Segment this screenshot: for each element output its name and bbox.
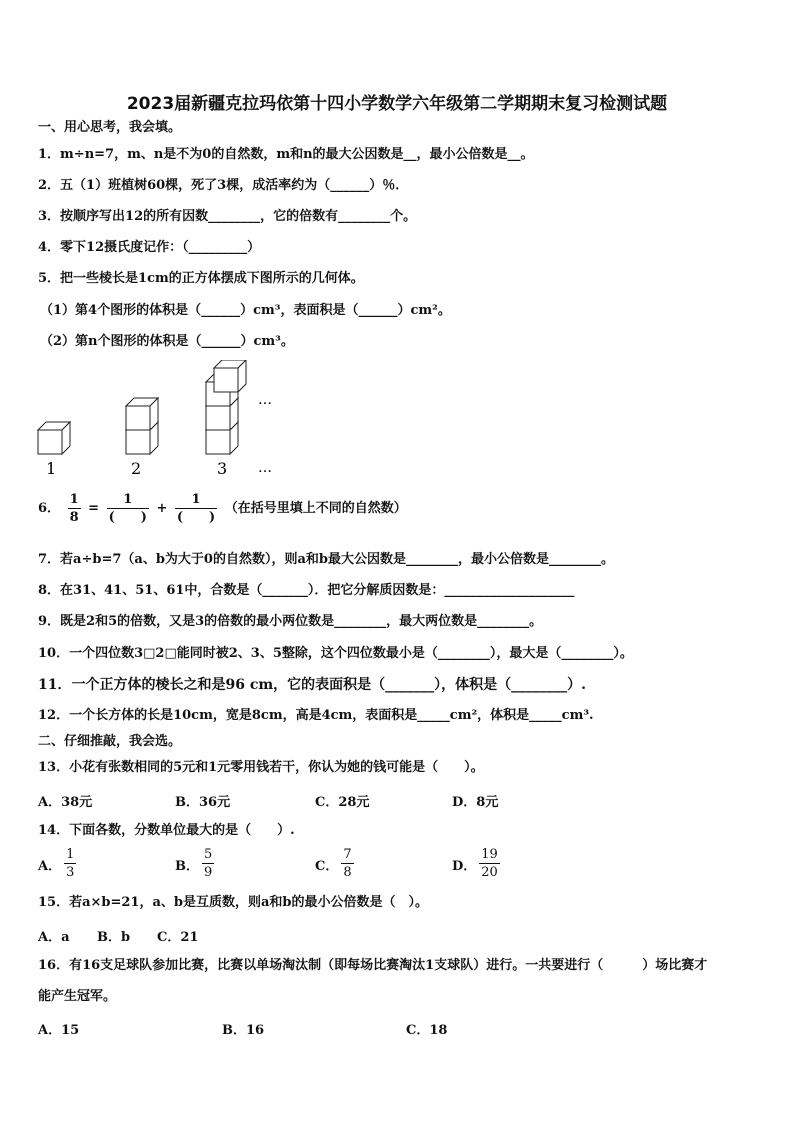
q6-num-1: 1: [123, 492, 133, 507]
question-6: [38, 492, 407, 526]
q6-num-2: 1: [191, 492, 201, 507]
q14-a-den: 3: [66, 865, 75, 880]
q6-fraction-2: [175, 492, 217, 526]
q14-option-a[interactable]: [38, 847, 79, 881]
q14-option-d[interactable]: [452, 847, 503, 881]
q16-option-b[interactable]: B．16: [222, 1023, 265, 1038]
q6-blank-1[interactable]: ( ): [108, 510, 147, 525]
q13-option-b[interactable]: B．36元: [175, 795, 231, 810]
section-heading-1: 一、用心思考，我会填。: [38, 120, 182, 135]
q6-equals: =: [88, 501, 100, 516]
q14-c-den: 8: [343, 865, 352, 880]
question-1: 1．m÷n=7，m、n是不为0的自然数，m和n的最大公因数是__，最小公倍数是__。: [38, 147, 534, 162]
section-heading-2: 二、仔细推敲，我会选。: [38, 734, 182, 749]
question-5-part-1: （1）第4个图形的体积是（______）cm³，表面积是（______）cm²。: [40, 303, 451, 318]
q15-option-b[interactable]: B．b: [97, 930, 131, 945]
q15-option-c[interactable]: C．21: [157, 930, 199, 945]
question-3: 3．按顺序写出12的所有因数________，它的倍数有________个。: [38, 209, 417, 224]
figure-label-1: 1: [46, 459, 57, 478]
figure-ellipsis-bottom: …: [258, 460, 272, 476]
q14-b-den: 9: [204, 865, 213, 880]
question-16-line-1: 16．有16支足球队参加比赛，比赛以单场淘汰制（即每场比赛淘汰1支球队）进行。一共要进行（ ）场比赛才: [38, 958, 708, 973]
figure-label-2: 2: [131, 459, 142, 478]
question-13: 13．小花有张数相同的5元和1元零用钱若干，你认为她的钱可能是（ ）。: [38, 760, 484, 775]
q14-c-num: 7: [343, 847, 352, 862]
q14-d-den: 20: [481, 865, 498, 880]
q13-option-d[interactable]: D．8元: [452, 795, 499, 810]
cube-figure: [36, 360, 296, 480]
question-5-part-2: （2）第n个图形的体积是（______）cm³。: [40, 334, 294, 349]
q14-option-b[interactable]: [175, 847, 217, 881]
question-14: 14．下面各数，分数单位最大的是（ ）.: [38, 823, 295, 838]
q6-lhs-num: 1: [69, 492, 79, 507]
q16-option-a[interactable]: A．15: [38, 1023, 80, 1038]
question-6-label: 6．: [38, 501, 61, 516]
q15-option-a[interactable]: A．a: [38, 930, 70, 945]
question-11: 11．一个正方体的棱长之和是96 cm，它的表面积是（_______），体积是（________）.: [38, 677, 587, 693]
question-16-line-2: 能产生冠军。: [38, 989, 117, 1004]
figure-label-3: 3: [217, 459, 228, 478]
question-8: 8．在31、41、51、61中，合数是（_______）．把它分解质因数是：____________________: [38, 583, 575, 598]
q13-option-c[interactable]: C．28元: [315, 795, 370, 810]
q6-lhs-fraction: [68, 492, 81, 526]
q14-option-c-letter: C．: [315, 858, 339, 874]
q6-plus: +: [156, 501, 168, 516]
q14-d-num: 19: [481, 847, 498, 862]
q6-blank-2[interactable]: ( ): [176, 510, 216, 525]
q14-b-num: 5: [204, 847, 213, 862]
q6-fraction-1: [107, 492, 149, 526]
question-5: 5．把一些棱长是1cm的正方体摆成下图所示的几何体。: [38, 271, 364, 286]
question-10: 10．一个四位数3□2□能同时被2、3、5整除，这个四位数最小是（________），最大是（________）。: [38, 646, 633, 661]
cube-fig2-top: [126, 398, 158, 430]
cube-fig3-back: [214, 360, 246, 392]
figure-ellipsis-top: …: [258, 392, 272, 408]
question-2: 2．五（1）班植树60棵，死了3棵，成活率约为（______）％．: [38, 178, 409, 193]
question-4: 4．零下12摄氏度记作：（_________）: [38, 240, 261, 255]
q13-option-a[interactable]: A．38元: [38, 795, 93, 810]
cube-fig1: [38, 422, 70, 454]
q14-option-d-letter: D．: [452, 858, 477, 874]
question-15: 15．若a×b=21，a、b是互质数，则a和b的最小公倍数是（ ）。: [38, 895, 429, 910]
q6-note: （在括号里填上不同的自然数）: [224, 501, 407, 516]
q14-option-b-letter: B．: [175, 858, 199, 874]
q6-lhs-den: 8: [69, 510, 79, 525]
question-12: 12．一个长方体的长是10cm，宽是8cm，高是4cm，表面积是_____cm²，体积是_____cm³.: [38, 708, 594, 723]
q14-option-c[interactable]: [315, 847, 357, 881]
question-7: 7．若a÷b=7（a、b为大于0的自然数），则a和b最大公因数是________，最小公倍数是________。: [38, 552, 614, 567]
q14-a-num: 1: [66, 847, 75, 862]
page-title: 2023届新疆克拉玛依第十四小学数学六年级第二学期期末复习检测试题: [126, 94, 668, 114]
q16-option-c[interactable]: C．18: [406, 1023, 448, 1038]
q14-option-a-letter: A．: [38, 858, 62, 874]
question-9: 9．既是2和5的倍数，又是3的倍数的最小两位数是________，最大两位数是________。: [38, 614, 543, 629]
